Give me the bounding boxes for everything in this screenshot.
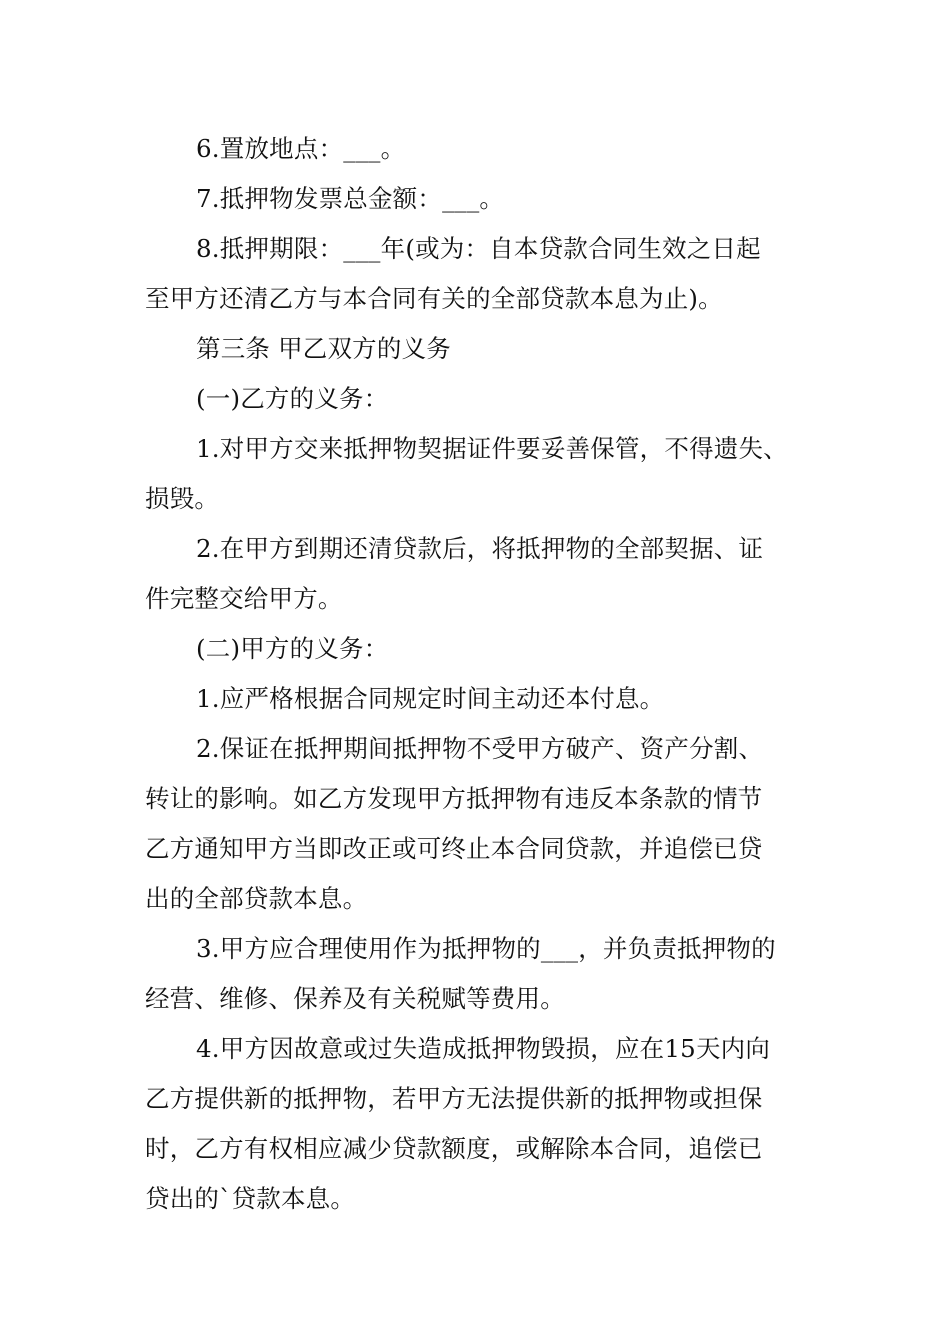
- clause-8-continuation: 至甲方还清乙方与本合同有关的全部贷款本息为止)。: [145, 284, 723, 313]
- party-b-obligations-heading: (一)乙方的义务：: [196, 384, 389, 413]
- clause-6-placement-location: 6.置放地点：___。: [196, 134, 406, 163]
- party-a-obligation-2-line-3: 乙方通知甲方当即改正或可终止本合同贷款，并追偿已贷: [145, 834, 763, 863]
- party-a-obligation-2-line-4: 出的全部贷款本息。: [145, 884, 368, 913]
- party-b-obligation-1: 1.对甲方交来抵押物契据证件要妥善保管，不得遗失、: [196, 434, 788, 463]
- party-a-obligation-4-line-4: 贷出的`贷款本息。: [145, 1184, 356, 1213]
- party-a-obligation-2: 2.保证在抵押期间抵押物不受甲方破产、资产分割、: [196, 734, 764, 763]
- party-a-obligation-3: 3.甲方应合理使用作为抵押物的___，并负责抵押物的: [196, 934, 776, 963]
- party-a-obligation-4-line-3: 时，乙方有权相应减少贷款额度，或解除本合同，追偿已: [145, 1134, 763, 1163]
- article-3-heading: 第三条 甲乙双方的义务: [196, 334, 451, 363]
- party-a-obligation-3-continuation: 经营、维修、保养及有关税赋等费用。: [145, 984, 565, 1013]
- clause-7-invoice-amount: 7.抵押物发票总金额：___。: [196, 184, 505, 213]
- party-b-obligation-2: 2.在甲方到期还清贷款后，将抵押物的全部契据、证: [196, 534, 764, 563]
- party-a-obligation-1: 1.应严格根据合同规定时间主动还本付息。: [196, 684, 665, 713]
- party-b-obligation-1-continuation: 损毁。: [145, 484, 220, 513]
- party-b-obligation-2-continuation: 件完整交给甲方。: [145, 584, 343, 613]
- party-a-obligation-2-line-2: 转让的影响。如乙方发现甲方抵押物有违反本条款的情节: [145, 784, 763, 813]
- party-a-obligation-4: 4.甲方因故意或过失造成抵押物毁损，应在15天内向: [196, 1034, 771, 1063]
- party-a-obligation-4-line-2: 乙方提供新的抵押物，若甲方无法提供新的抵押物或担保: [145, 1084, 763, 1113]
- clause-8-mortgage-term: 8.抵押期限：___年(或为：自本贷款合同生效之日起: [196, 234, 761, 263]
- party-a-obligations-heading: (二)甲方的义务：: [196, 634, 389, 663]
